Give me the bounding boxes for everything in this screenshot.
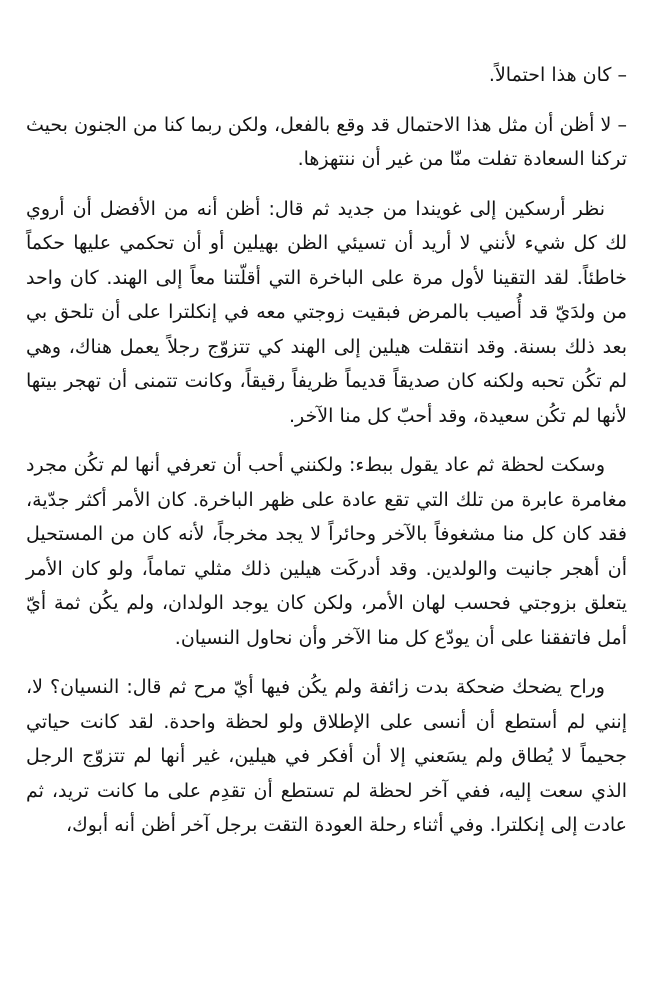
narrative-paragraph: وراح يضحك ضحكة بدت زائفة ولم يكُن فيها أيّ مرح ثم قال: النسيان؟ لا، إنني لم أستطع أن أنسى على الإطلاق ولو لحظة واحدة. لقد كانت حياتي جحيماً لا يُطاق ولم يسَعني إلا أن أفكر في هيلين، غير أنها لم تتزوّج الرجل الذي سعت إليه، ففي آخر لحظة لم تستطع أن تقدِم على ما كانت تريد، ثم عادت إلى إنكلترا. وفي أثناء رحلة العودة التقت برجل آخر أظن أنه أبوك، — [26, 676, 627, 836]
narrative-paragraph: وسكت لحظة ثم عاد يقول ببطء: ولكنني أحب أن تعرفي أنها لم تكُن مجرد مغامرة عابرة من تلك التي تقع عادة على ظهر الباخرة. كان الأمر أكثر جدّية، فقد كان كل منا مشغوفاً بالآخر وحائراً لا يجد مخرجاً، لأنه كان من المستحيل أن أهجر جانيت والولدين. وقد أدركَت هيلين ذلك مثلي تماماً، ولو كان الأمر يتعلق بزوجتي فحسب لهان الأمر، ولكن كان يوجد الولدان، ولم يكُن ثمة أيّ أمل فاتفقنا على أن يودّع كل منا الآخر وأن نحاول النسيان. — [26, 454, 627, 649]
dialogue-line: – لا أظن أن مثل هذا الاحتمال قد وقع بالفعل، ولكن ربما كنا من الجنون بحيث تركنا السعادة تفلت منّا من غير أن ننتهزها. — [26, 113, 627, 170]
dialogue-line: – كان هذا احتمالاً. — [488, 64, 627, 86]
narrative-paragraph: نظر أرسكين إلى غويندا من جديد ثم قال: أظن أنه من الأفضل أن أروي لك كل شيء لأنني لا أريد أن تسيئي الظن بهيلين أو أن تحكمي عليها حكماً خاطئاً. لقد التقينا لأول مرة على الباخرة التي أقلّتنا معاً إلى الهند. كان واحد من ولدَيّ قد أُصيب بالمرض فبقيت زوجتي معه في إنكلترا على أن تلحق بي بعد ذلك بسنة. وقد انتقلت هيلين إلى الهند كي تتزوّج رجلاً يعمل هناك، وهي لم تكُن تحبه ولكنه كان صديقاً قديماً ظريفاً رقيقاً، وكانت تتمنى أن تهجر بيتها لأنها لم تكُن سعيدة، وقد أحبّ كل منا الآخر. — [26, 197, 627, 427]
